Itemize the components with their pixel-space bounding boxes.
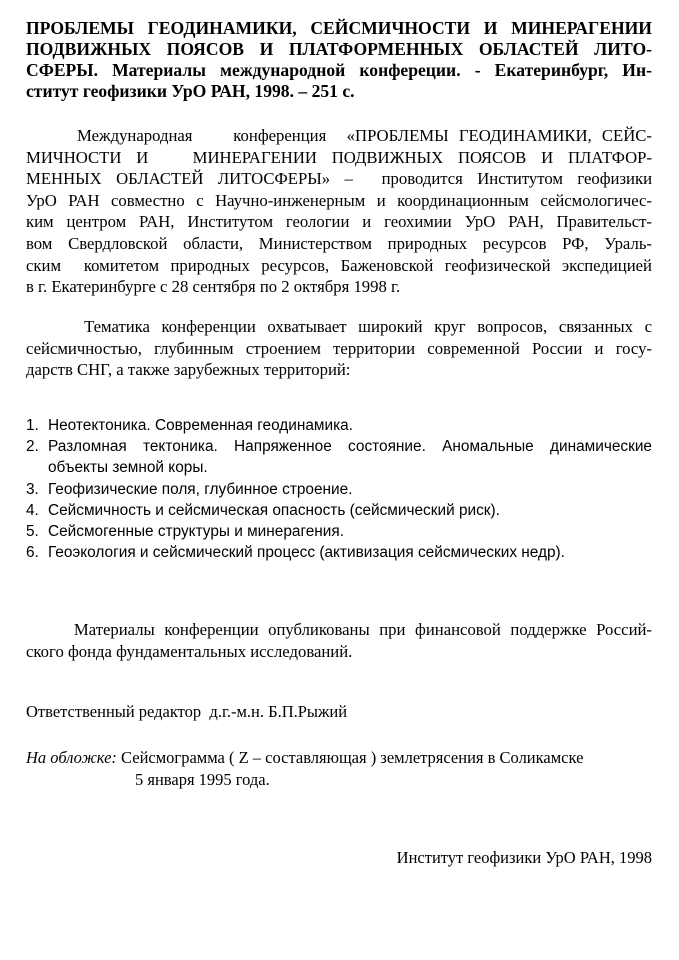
list-item	[26, 542, 652, 563]
topics-list	[26, 415, 652, 563]
publisher-imprint: Институт геофизики УрО РАН, 1998	[396, 848, 652, 867]
list-item-text: Сейсмогенные структуры и минерагения.	[48, 523, 344, 541]
list-item-number: 5.	[26, 523, 39, 541]
cover-label: На обложке:	[26, 748, 117, 767]
title-line: ПОДВИЖНЫХ ПОЯСОВ И ПЛАТФОРМЕННЫХ ОБЛАСТЕЙ ЛИТО-	[26, 39, 652, 59]
paragraph-line: ского фонда фундаментальных исследований.	[26, 641, 353, 661]
list-item-number: 2.	[26, 438, 39, 456]
paragraph-line: МИЧНОСТИ И МИНЕРАГЕНИИ ПОДВИЖНЫХ ПОЯСОВ И ПЛАТФОР-	[26, 147, 652, 167]
list-item-number: 1.	[26, 417, 39, 434]
paragraph-line: ским комитетом природных ресурсов, Баженовской геофизической экспедицией	[26, 255, 652, 275]
topics-intro-paragraph	[26, 316, 652, 381]
list-item-text: Геофизические поля, глубинное строение.	[48, 480, 353, 498]
list-item-number: 3.	[26, 480, 39, 498]
list-item	[26, 500, 652, 521]
paragraph-line: в г. Екатеринбурге с 28 сентября по 2 октября 1998 г.	[26, 277, 401, 297]
paragraph-line: вом Свердловской области, Министерством природных ресурсов РФ, Ураль-	[26, 233, 652, 253]
responsible-editor: Ответственный редактор д.г.-м.н. Б.П.Рыжий	[26, 702, 348, 721]
title-line: ститут геофизики УрО РАН, 1998. – 251 с.	[26, 81, 355, 101]
paragraph-line: Тематика конференции охватывает широкий круг вопросов, связанных с	[26, 317, 652, 336]
document-page	[26, 18, 652, 867]
title-line: ПРОБЛЕМЫ ГЕОДИНАМИКИ, СЕЙСМИЧНОСТИ И МИНЕРАГЕНИИ	[26, 18, 652, 38]
list-item-text: Геоэкология и сейсмический процесс (активизация сейсмических недр).	[48, 544, 565, 562]
list-item-text: Неотектоника. Современная геодинамика.	[48, 417, 354, 434]
list-item	[26, 436, 652, 478]
paragraph-line: УрО РАН совместно с Научно-инженерным и координационным сейсмологичес-	[26, 190, 652, 210]
book-title	[26, 18, 652, 102]
list-item-text: объекты земной коры.	[48, 459, 208, 477]
cover-description: Сейсмограмма ( Z – составляющая ) землетрясения в Соликамске	[116, 748, 584, 767]
paragraph-line: Материалы конференции опубликованы при финансовой поддержке Россий-	[26, 620, 652, 639]
list-item-number: 6.	[26, 544, 39, 562]
cover-date: 5 января 1995 года.	[135, 770, 270, 789]
title-line: СФЕРЫ. Материалы международной конфереции. - Екатеринбург, Ин-	[26, 60, 652, 80]
conference-intro-paragraph	[26, 125, 652, 298]
cover-note	[26, 747, 583, 791]
list-item	[26, 521, 652, 542]
list-item-text: Сейсмичность и сейсмическая опасность (сейсмический риск).	[48, 501, 500, 519]
paragraph-line: ким центром РАН, Институтом геологии и геохимии УрО РАН, Правительст-	[26, 212, 652, 232]
list-item-text: Разломная тектоника. Напряженное состояние. Аномальные динамические	[48, 438, 652, 456]
list-item-number: 4.	[26, 501, 39, 519]
list-item	[26, 415, 652, 436]
paragraph-line: дарств СНГ, а также зарубежных территорий:	[26, 360, 351, 380]
paragraph-line: сейсмичностью, глубинным строением территории современной России и госу-	[26, 338, 652, 358]
funding-paragraph	[26, 619, 652, 662]
paragraph-line: Международная конференция «ПРОБЛЕМЫ ГЕОДИНАМИКИ, СЕЙС-	[26, 126, 652, 145]
paragraph-line: МЕННЫХ ОБЛАСТЕЙ ЛИТОСФЕРЫ» – проводится Институтом геофизики	[26, 169, 652, 189]
list-item	[26, 479, 652, 500]
